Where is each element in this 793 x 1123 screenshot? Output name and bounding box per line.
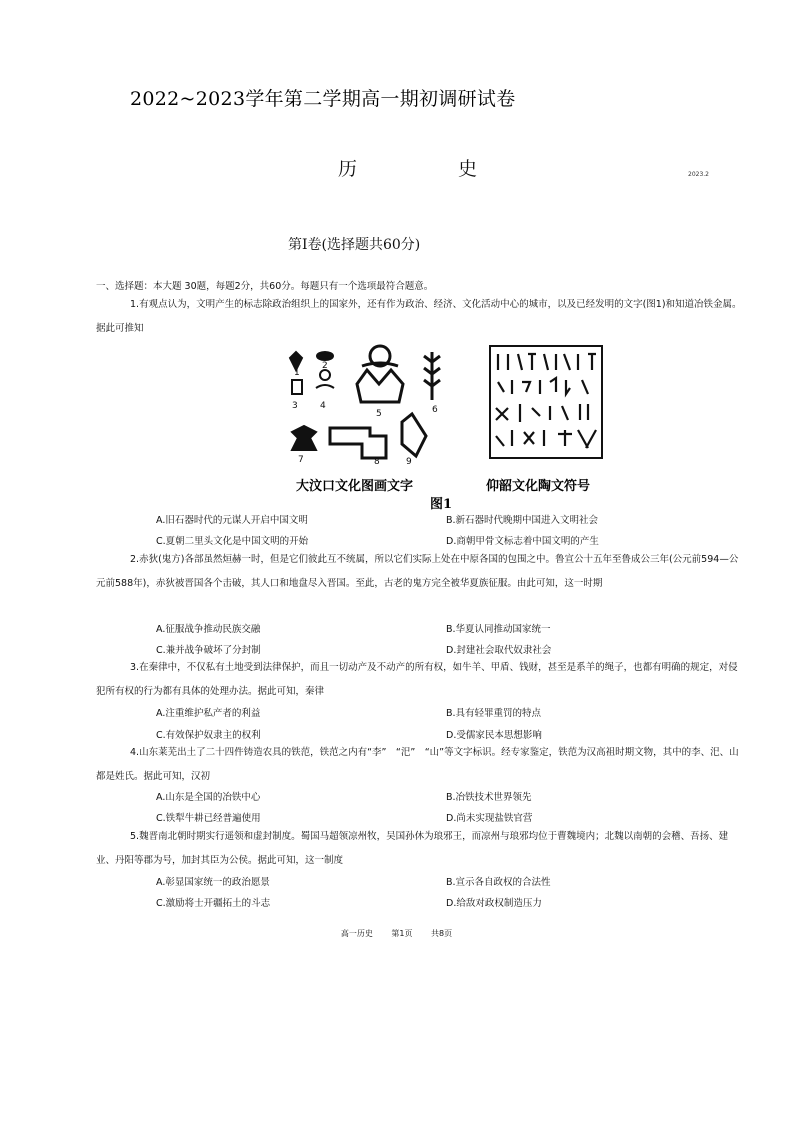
q1-option-b: B.新石器时代晚期中国进入文明社会: [446, 515, 599, 526]
exam-title: 2022~2023学年第二学期高一期初调研试卷: [130, 88, 516, 110]
figure-number: 7: [298, 455, 304, 465]
yangshao-symbol-panel: [490, 346, 602, 458]
q4-option-c: C.铁犁牛耕已经普遍使用: [156, 813, 261, 824]
q2-option-b: B.华夏认同推动国家统一: [446, 624, 551, 635]
question-2: 2.赤狄(鬼方)各部虽然烜赫一时，但是它们彼此互不统属，所以它们实际上处在中原各国的包围之中。鲁宣公十五年至鲁成公三年(公元前594—公元前588年)，赤狄被晋国各个击破，其人口和地盘尽入晋国。至此，古老的鬼方完全被华夏族征服。由此可知，这一时期: [96, 554, 739, 589]
q4-option-d: D.尚未实现盐铁官营: [446, 813, 533, 824]
q1-option-a: A.旧石器时代的元谋人开启中国文明: [156, 515, 308, 526]
q3-option-d: D.受儒家民本思想影响: [446, 730, 542, 741]
figure-number: 4: [320, 401, 326, 411]
q4-option-b: B.冶铁技术世界领先: [446, 792, 532, 803]
footer-subject: 高一历史: [340, 929, 373, 938]
q4-option-a: A.山东是全国的冶铁中心: [156, 792, 261, 803]
question-3: 3.在秦律中，不仅私有土地受到法律保护，而且一切动产及不动产的所有权，如牛羊、甲盾、钱财，甚至是系羊的绳子，也都有明确的规定，对侵犯所有权的行为都有具体的处理办法。据此可知，秦律: [96, 662, 738, 697]
q3-option-a: A.注重维护私产者的利益: [156, 708, 261, 719]
dawenkou-pictographs: [290, 346, 440, 458]
figure-1: [282, 342, 612, 512]
q2-option-d: D.封建社会取代奴隶社会: [446, 645, 552, 656]
q5-option-a: A.彰显国家统一的政治愿景: [156, 877, 270, 888]
subject-char-1: 历: [338, 158, 358, 180]
part-heading: 第Ⅰ卷(选择题共60分): [288, 237, 421, 253]
section-instructions: 一、选择题：本大题 30题，每题2分，共60分。每题只有一个选项最符合题意。: [96, 281, 434, 292]
q1-option-d: D.商朝甲骨文标志着中国文明的产生: [446, 536, 599, 547]
question-5: 5.魏晋南北朝时期实行遥领和虚封制度。蜀国马超领凉州牧，吴国孙休为琅邪王，而凉州与琅邪均位于曹魏境内；北魏以南朝的会稽、吾扬、建业、丹阳等郡为号，加封其臣为公侯。据此可知，这一制度: [96, 831, 729, 866]
q2-option-c: C.兼并战争破坏了分封制: [156, 645, 261, 656]
q5-option-c: C.激励将士开疆拓土的斗志: [156, 898, 271, 909]
figure-1-drawing: [282, 342, 612, 512]
subject-char-2: 史: [458, 158, 478, 180]
figure-left-caption: 大汶口文化图画文字: [296, 479, 414, 494]
q3-option-c: C.有效保护奴隶主的权利: [156, 730, 261, 741]
figure-number: 8: [374, 457, 380, 467]
page-footer: [0, 928, 793, 939]
figure-number: 9: [406, 457, 412, 467]
figure-number: 5: [376, 409, 382, 419]
figure-label: 图1: [430, 497, 453, 512]
question-1: 1.有观点认为，文明产生的标志除政治组织上的国家外，还有作为政治、经济、文化活动中心的城市，以及已经发明的文字(图1)和知道冶铁金属。据此可推知: [96, 299, 742, 334]
footer-total: 共8页: [431, 929, 453, 938]
figure-right-caption: 仰韶文化陶文符号: [486, 479, 591, 494]
question-4: 4.山东莱芜出土了二十四件铸造农具的铁范，铁范之内有“李” “汜” “山”等文字标识。经专家鉴定，铁范为汉高祖时期文物，其中的李、汜、山都是姓氏。据此可知，汉初: [96, 747, 739, 782]
figure-number: 6: [432, 405, 438, 415]
figure-number: 2: [322, 361, 328, 371]
footer-page: 第1页: [391, 929, 413, 938]
q3-option-b: B.具有轻罪重罚的特点: [446, 708, 542, 719]
figure-number: 3: [292, 401, 298, 411]
q2-option-a: A.征服战争推动民族交融: [156, 624, 261, 635]
q1-option-c: C.夏朝二里头文化是中国文明的开始: [156, 536, 309, 547]
figure-number: 1: [294, 368, 300, 378]
q5-option-d: D.给敌对政权制造压力: [446, 898, 542, 909]
q5-option-b: B.宣示各自政权的合法性: [446, 877, 551, 888]
exam-date: 2023.2: [688, 171, 709, 178]
pictograph-numbers: [292, 361, 438, 467]
